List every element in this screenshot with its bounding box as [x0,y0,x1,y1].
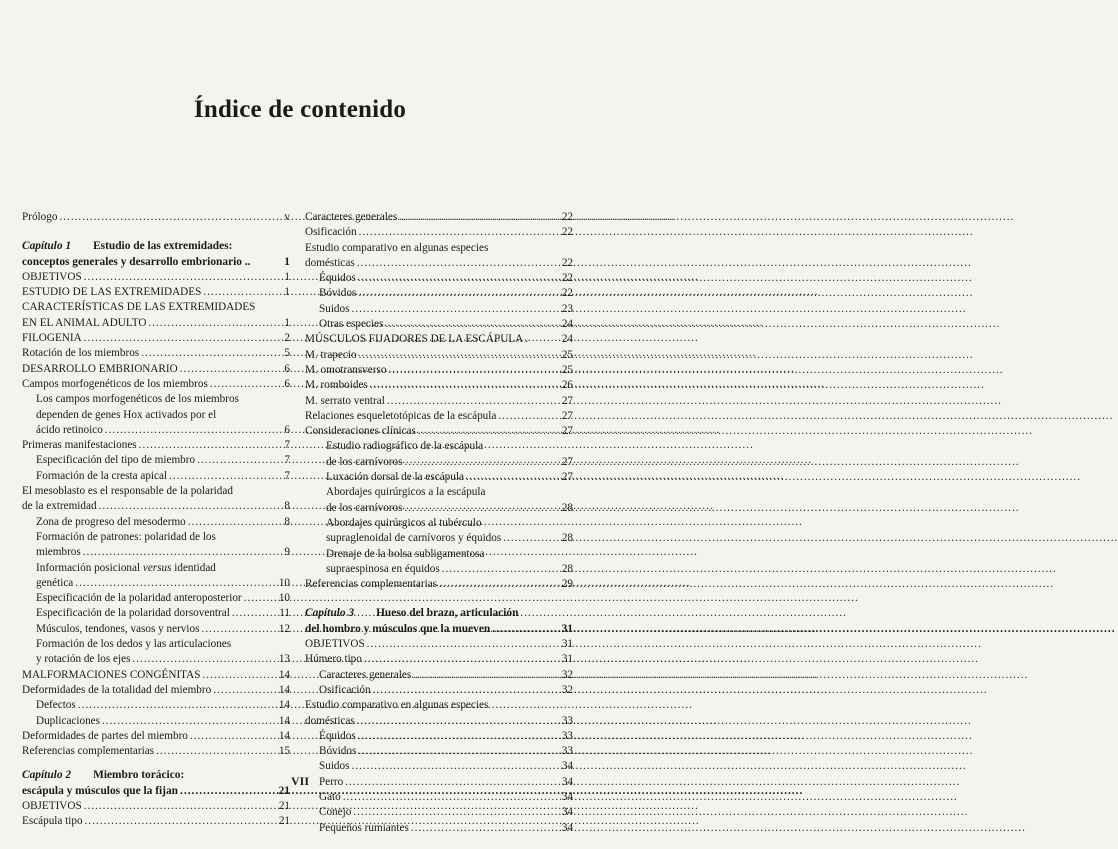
toc-entry[interactable]: Especificación del tipo de miembro ..... 7 [22,453,290,468]
chapter-3-title[interactable]: del hombro y músculos que la mueven ..... 31 [305,622,573,637]
toc-left-column [22,210,290,830]
toc-entry[interactable]: Rotación de los miembros ..... 5 [22,346,290,361]
toc-entry-line: Formación de patrones: polaridad de los [36,530,216,543]
toc-entry[interactable]: Especificación de la polaridad dorsoventral ..... 11 [22,606,290,621]
toc-entry[interactable]: Suidos ..... 34 [305,759,573,774]
toc-entry[interactable]: Luxación dorsal de la escápula ..... 27 [305,470,573,485]
chapter-1-title[interactable]: conceptos generales y desarrollo embrionario .. 1 [22,255,290,268]
toc-entry[interactable]: Osificación ..... 32 [305,683,573,698]
toc-entry[interactable]: Équidos ..... 22 [305,271,573,286]
toc-entry-line: El mesoblasto es el responsable de la polaridad [22,485,233,498]
toc-entry[interactable]: Perro ..... 34 [305,775,573,790]
toc-right-column [305,210,573,836]
toc-entry-line: Información posicional versus identidad [36,561,216,574]
toc-entry[interactable]: M. serrato ventral ..... 27 [305,394,573,409]
toc-entry-line: dependen de genes Hox activados por el [36,408,217,421]
toc-entry[interactable]: Deformidades de partes del miembro ..... 14 [22,729,290,744]
toc-entry[interactable]: ESTUDIO DE LAS EXTREMIDADES ..... 1 [22,285,290,300]
toc-entry-line: Estudio comparativo en algunas especies [305,241,489,254]
toc-entry[interactable]: Duplicaciones ..... 14 [22,714,290,729]
toc-entry[interactable]: Bóvidos ..... 22 [305,286,573,301]
toc-entry[interactable]: Escápula tipo ..... 21 [22,814,290,829]
toc-entry[interactable]: Pequeños rumiantes ..... 34 [305,821,573,836]
toc-entry[interactable]: Bóvidos ..... 33 [305,744,573,759]
chapter-2-heading[interactable]: Capítulo 2 Miembro torácico: [22,769,185,782]
toc-entry[interactable]: MÚSCULOS FIJADORES DE LA ESCÁPULA . 24 [305,333,573,346]
toc-entry[interactable]: Defectos ..... 14 [22,698,290,713]
toc-entry[interactable]: MALFORMACIONES CONGÉNITAS ..... 14 [22,668,290,683]
toc-entry[interactable]: EN EL ANIMAL ADULTO ..... 1 [22,316,290,331]
toc-entry[interactable]: de los carnívoros ..... 28 [305,501,573,516]
toc-entry[interactable]: miembros ..... 9 [22,545,290,560]
toc-entry[interactable]: y rotación de los ejes ..... 13 [22,652,290,667]
toc-entry[interactable]: Équidos ..... 33 [305,729,573,744]
toc-entry-line: Los campos morfogenéticos de los miembros [36,393,239,406]
toc-entry[interactable]: Suidos ..... 23 [305,302,573,317]
toc-entry[interactable]: Consideraciones clínicas ..... 27 [305,424,573,439]
toc-entry-line: Abordajes quirúrgicos a la escápula [326,486,486,499]
toc-entry[interactable]: Primeras manifestaciones ..... 7 [22,438,290,453]
toc-entry[interactable]: Campos morfogenéticos de los miembros ..... 6 [22,377,290,392]
toc-entry[interactable]: Deformidades de la totalidad del miembro ..... 14 [22,683,290,698]
toc-entry[interactable]: M. romboides ..... 26 [305,378,573,393]
toc-entry[interactable]: ácido retinoico ..... 6 [22,423,290,438]
toc-entry[interactable]: Referencias complementarias ..... 15 [22,744,290,759]
toc-entry[interactable]: M. omotransverso ..... 25 [305,363,573,378]
toc-entry[interactable]: supraespinosa en équidos ..... 28 [305,562,573,577]
page-number: VII [290,774,309,788]
toc-entry-line: Abordajes quirúrgicos al tubérculo [326,516,482,529]
chapter-1-heading[interactable]: Capítulo 1 Estudio de las extremidades: [22,240,233,253]
toc-entry[interactable]: Especificación de la polaridad anteroposterior ..... 10 [22,591,290,606]
toc-entry[interactable]: domésticas ..... 22 [305,256,573,271]
toc-entry[interactable]: Referencias complementarias ..... 29 [305,577,573,592]
toc-entry[interactable]: Caracteres generales ..... 32 [305,668,573,683]
toc-entry-line: Estudio radiográfico de la escápula [326,440,484,453]
toc-entry[interactable]: Caracteres generales ..... 22 [305,210,573,225]
toc-entry[interactable]: M. trapecio ..... 25 [305,348,573,363]
toc-entry[interactable]: Músculos, tendones, vasos y nervios ..... 12 [22,622,290,637]
toc-entry[interactable]: OBJETIVOS ..... 31 [305,637,573,652]
toc-entry[interactable]: DESARROLLO EMBRIONARIO ..... 6 [22,362,290,377]
toc-entry[interactable]: Húmero tipo ..... 31 [305,652,573,667]
toc-entry[interactable]: Osificación ..... 22 [305,225,573,240]
chapter-3-heading[interactable]: Capítulo 3 Hueso del brazo, articulación [305,607,519,620]
toc-entry[interactable]: genética ..... 10 [22,576,290,591]
toc-entry[interactable]: OBJETIVOS ..... 1 [22,270,290,285]
toc-entry-line: Formación de los dedos y las articulaciones [36,638,232,651]
toc-entry-line: Drenaje de la bolsa subligamentosa [326,547,485,560]
toc-entry[interactable]: Zona de progreso del mesodermo ..... 8 [22,515,290,530]
toc-entry-line: CARACTERÍSTICAS DE LAS EXTREMIDADES [22,301,256,314]
toc-entry[interactable]: Gato ..... 34 [305,790,573,805]
toc-entry[interactable]: Relaciones esqueletotópicas de la escápula ..... 27 [305,409,573,424]
toc-entry[interactable]: domésticas ..... 33 [305,714,573,729]
toc-entry[interactable]: Conejo ..... 34 [305,805,573,820]
toc-entry-prologo[interactable]: Prólogo ..... v [22,210,290,225]
toc-entry[interactable]: Formación de la cresta apical ..... 7 [22,469,290,484]
chapter-2-title[interactable]: escápula y músculos que la fijan ..... 21 [22,784,290,799]
toc-entry[interactable]: FILOGENIA ..... 2 [22,331,290,346]
toc-entry[interactable]: OBJETIVOS ..... 21 [22,799,290,814]
toc-entry[interactable]: de los carnívoros ..... 27 [305,455,573,470]
toc-entry[interactable]: Otras especies ..... 24 [305,317,573,332]
toc-entry[interactable]: supraglenoidal de carnívoros y équidos ..... 28 [305,531,573,546]
toc-entry[interactable]: de la extremidad ..... 8 [22,499,290,514]
page-title: Índice de contenido [193,96,407,123]
toc-entry-line: Estudio comparativo en algunas especies [305,699,489,712]
